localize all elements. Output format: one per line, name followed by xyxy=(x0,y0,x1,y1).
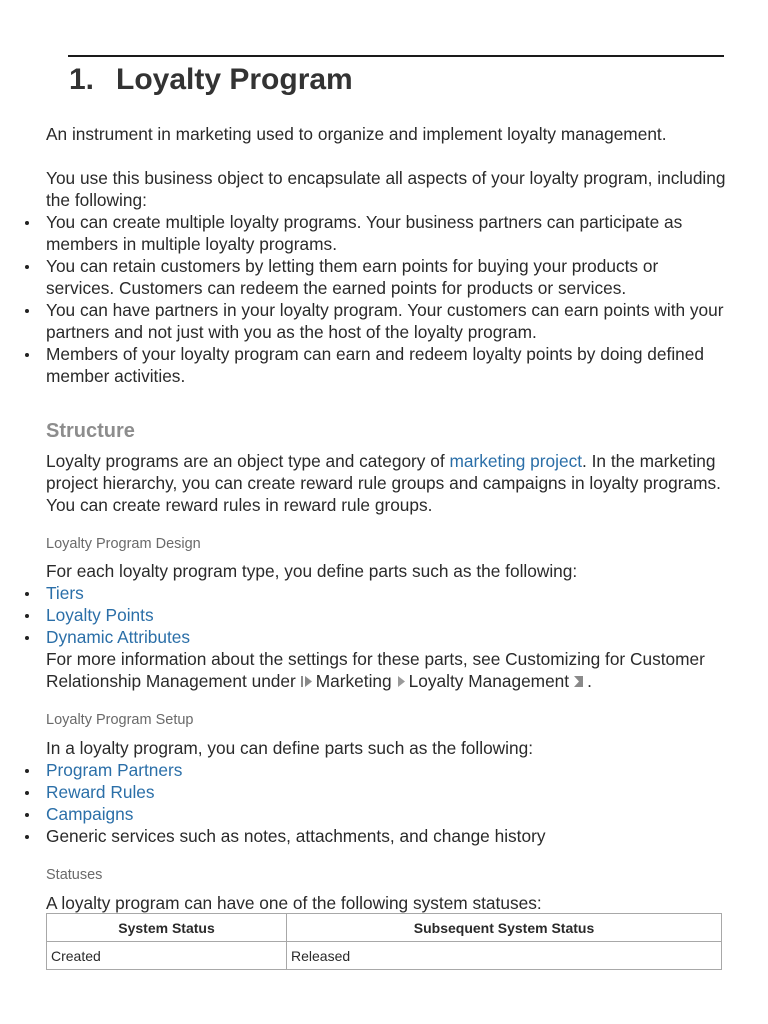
design-lead: For each loyalty program type, you define parts such as the following: xyxy=(46,561,578,581)
top-rule xyxy=(68,55,724,57)
path-loyalty-management: Loyalty Management xyxy=(408,671,570,691)
design-list xyxy=(46,582,728,648)
list-item xyxy=(46,803,728,825)
design-section xyxy=(46,560,728,692)
list-item: Generic services such as notes, attachments, and change history xyxy=(46,825,728,847)
setup-list xyxy=(46,759,728,847)
reward-rules-link[interactable]: Reward Rules xyxy=(46,782,155,802)
setup-heading: Loyalty Program Setup xyxy=(46,712,194,728)
intro-list xyxy=(46,211,728,387)
title-text: Loyalty Program xyxy=(116,63,353,96)
design-more-info: For more information about the settings for these parts, see Customizing for Customer Relationship Management under Marketing Loyalty Management . xyxy=(46,649,705,691)
table-cell: Released xyxy=(287,942,722,970)
list-item xyxy=(46,626,728,648)
campaigns-link[interactable]: Campaigns xyxy=(46,804,134,824)
table-header-row xyxy=(47,914,722,942)
table-cell: Created xyxy=(47,942,287,970)
table-row xyxy=(47,942,722,970)
intro-lead: You use this business object to encapsulate all aspects of your loyalty program, including the following: xyxy=(46,168,726,210)
status-table xyxy=(46,913,722,970)
list-item xyxy=(46,759,728,781)
column-header-system-status: System Status xyxy=(47,914,287,942)
statuses-lead: A loyalty program can have one of the following system statuses: xyxy=(46,893,542,913)
path-start-icon xyxy=(300,675,313,688)
path-separator-icon xyxy=(396,675,406,688)
list-item xyxy=(46,582,728,604)
setup-section xyxy=(46,737,728,847)
list-item xyxy=(46,781,728,803)
dynamic-attributes-link[interactable]: Dynamic Attributes xyxy=(46,627,191,647)
tiers-link[interactable]: Tiers xyxy=(46,583,84,603)
loyalty-points-link[interactable]: Loyalty Points xyxy=(46,605,154,625)
marketing-project-link[interactable]: marketing project xyxy=(449,451,583,471)
path-marketing: Marketing xyxy=(315,671,392,691)
column-header-subsequent-status: Subsequent System Status xyxy=(287,914,722,942)
list-item: Members of your loyalty program can earn and redeem loyalty points by doing defined member activities. xyxy=(46,343,728,387)
path-end-icon xyxy=(573,675,584,688)
intro-section xyxy=(46,167,728,387)
title-number: 1. xyxy=(69,63,95,96)
setup-lead: In a loyalty program, you can define parts such as the following: xyxy=(46,738,534,758)
statuses-heading: Statuses xyxy=(46,867,103,883)
page-title xyxy=(69,60,353,100)
structure-text-1: Loyalty programs are an object type and category of xyxy=(46,451,450,471)
list-item xyxy=(46,604,728,626)
list-item: You can retain customers by letting them earn points for buying your products or services. Customers can redeem the earned points for products or services. xyxy=(46,255,728,299)
structure-paragraph xyxy=(46,450,728,516)
definition-paragraph: An instrument in marketing used to organize and implement loyalty management. xyxy=(46,124,667,144)
structure-text-2: . In the marketing project hierarchy, you can create reward rule groups and campaigns in loyalty programs. You can create reward rules in reward rule groups. xyxy=(46,451,721,515)
list-item: You can create multiple loyalty programs. Your business partners can participate as members in multiple loyalty programs. xyxy=(46,211,728,255)
program-partners-link[interactable]: Program Partners xyxy=(46,760,183,780)
structure-heading: Structure xyxy=(46,420,135,442)
list-item: You can have partners in your loyalty program. Your customers can earn points with your partners and not just with you as the host of the loyalty program. xyxy=(46,299,728,343)
design-heading: Loyalty Program Design xyxy=(46,536,201,552)
